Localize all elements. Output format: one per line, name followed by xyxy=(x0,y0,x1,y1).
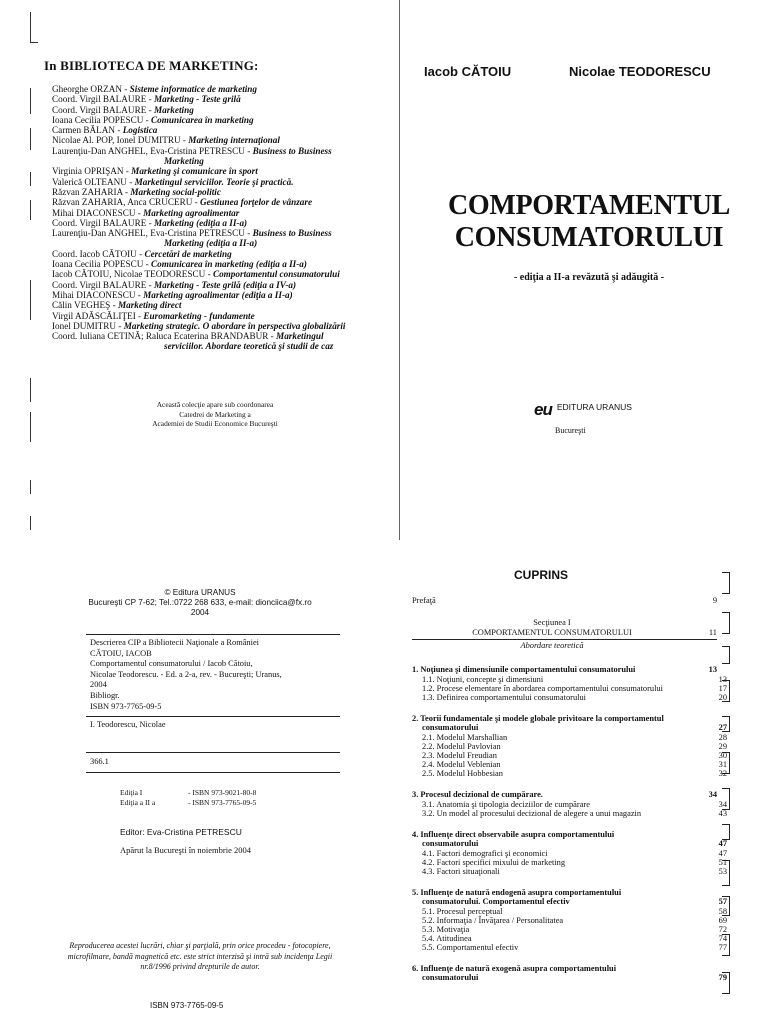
contents-page xyxy=(384,548,768,1024)
printed-date: Apărut la Bucureşti în noiembrie 2004 xyxy=(120,845,252,855)
toc-row: 2.5. Modelul Hobbesian 32 xyxy=(422,769,727,778)
collection-title: In BIBLIOTECA DE MARKETING: xyxy=(44,58,259,73)
list-item: Virginia OPRIŞAN - Marketing şi comunicare în sport xyxy=(52,166,258,177)
list-item: Ioana Cecilia POPESCU - Comunicarea în marketing xyxy=(52,114,254,125)
legal-notice: Reproducerea acestei lucrări, chiar şi parţială, prin orice procedeu - fotocopiere, microfilmare, bandă magnetică etc. este strict interzisă şi intră sub incidenţa Legii nr.8/1996 privind drepturile de autor. xyxy=(67,941,333,971)
toc-row: 4. Influenţe direct observabile asupra comportamentului xyxy=(412,830,615,839)
toc-row: Prefaţă 9 xyxy=(412,596,717,605)
list-item: Răzvan ZAHARIA, Anca CRUCERU - Gestiunea forţelor de vânzare xyxy=(52,197,313,208)
edition-2-isbn: - ISBN 973-7765-09-5 xyxy=(188,798,257,807)
toc-row: 5.5. Comportamentul efectiv 77 xyxy=(422,943,727,952)
toc-row: 3.2. Un model al procesului decizional de alegere a unui magazin 43 xyxy=(422,809,727,818)
section-title: COMPORTAMENTUL CONSUMATORULUI 11 xyxy=(472,628,717,637)
toc-row: 4.1. Factori demografici şi economici 47 xyxy=(422,849,727,858)
toc-row: 3. Procesul decizional de cumpărare. 34 xyxy=(412,790,717,799)
list-item: Carmen BĂLAN - Logistica xyxy=(52,125,158,136)
list-item: Ionel DUMITRU - Marketing strategic. O abordare în perspectiva globalizării xyxy=(52,320,346,331)
list-item: Coord. Virgil BALAURE - Marketing xyxy=(52,104,194,115)
list-item: Laurenţiu-Dan ANGHEL, Eva-Cristina PETRESCU - Business to Business Marketing (ediţia a II-a) xyxy=(52,228,332,249)
publisher-name: EDITURA URANUS xyxy=(556,402,632,412)
list-item: Răzvan ZAHARIA - Marketing social-politic xyxy=(52,186,221,197)
toc-row: consumatorului. Comportamentul efectiv 57 xyxy=(422,897,727,906)
toc-row: 1.3. Definirea comportamentului consumatorului 20 xyxy=(422,693,727,702)
toc-row: 1.1. Noţiuni, concepte şi dimensiuni 13 xyxy=(422,675,727,684)
list-item: Laurenţiu-Dan ANGHEL, Eva-Cristina PETRESCU - Business to Business Marketing xyxy=(52,145,332,167)
editor: Editor: Eva-Cristina PETRESCU xyxy=(120,827,242,837)
copyright-block: © Editura URANUS Bucureşti CP 7-62; Tel.:0722 268 633, e-mail: dionciica@fx.ro 2004 xyxy=(88,588,312,617)
list-item: Valerică OLTEANU - Marketingul serviciilor. Teorie şi practică. xyxy=(52,176,294,187)
edition-2-label: Ediţia a II a xyxy=(120,798,156,807)
list-item: Coord. Iacob CĂTOIU - Cercetări de marketing xyxy=(52,248,232,259)
contents-heading: CUPRINS xyxy=(514,568,569,582)
publisher-logo: eu xyxy=(534,400,552,419)
toc-row: 2.4. Modelul Veblenian 31 xyxy=(422,760,727,769)
collection-note: Această colecţie apare sub coordonarea Catedrei de Marketing a Academiei de Studii Economice Bucureşti xyxy=(152,400,278,428)
list-item: Nicolae Al. POP, Ionel DUMITRU - Marketing internaţional xyxy=(52,135,280,146)
edition-1-isbn: - ISBN 973-9021-80-8 xyxy=(188,788,257,797)
toc-row: consumatorului 27 xyxy=(422,723,727,732)
toc-row: 5.2. Informaţia / Învăţarea / Personalitatea 69 xyxy=(422,916,727,925)
list-item: Iacob CĂTOIU, Nicolae TEODORESCU - Comportamentul consumatorului xyxy=(52,269,340,280)
list-item: Gheorghe ORZAN - Sisteme informatice de marketing xyxy=(52,84,257,94)
list-item: Mihai DIACONESCU - Marketing agroalimentar xyxy=(52,207,240,218)
section-label: Secţiunea I xyxy=(533,618,571,627)
toc-row: 3.1. Anatomia şi tipologia deciziilor de cumpărare 34 xyxy=(422,800,727,809)
title-page xyxy=(384,0,768,540)
toc-row: 5. Influenţe de natură endogenă asupra comportamentului xyxy=(412,888,622,897)
author-2: Nicolae TEODORESCU xyxy=(569,64,711,79)
list-item: Călin VEGHEŞ - Marketing direct xyxy=(52,300,182,311)
collection-list xyxy=(52,84,382,352)
isbn-bottom: ISBN 973-7765-09-5 xyxy=(150,1001,224,1010)
cip-record: Descrierea CIP a Bibliotecii Naţionale a României CĂTOIU, IACOB Comportamentul consumatorului / Iacob Cătoiu, Nicolae Teodorescu. - Ed. a 2-a, rev. - Bucureşti; Uranus, 2004 Bibliogr. ISBN 973-7765-09-5 I. Teodorescu, Nicolae 366.1 xyxy=(60,634,340,812)
toc-row: 5.3. Motivaţia 72 xyxy=(422,925,727,934)
list-item: Ioana Cecilia POPESCU - Comunicarea în marketing (ediţia a II-a) xyxy=(52,259,307,270)
publisher-city: Bucureşti xyxy=(555,426,586,435)
toc-row: 2.3. Modelul Freudian 30 xyxy=(422,751,727,760)
author-1: Iacob CĂTOIU xyxy=(424,64,512,79)
toc-row: 2.2. Modelul Pavlovian 29 xyxy=(422,742,727,751)
toc-row: consumatorului 79 xyxy=(422,973,727,982)
toc-row: 2. Teorii fundamentale şi modele globale privitoare la comportamentul xyxy=(412,714,664,723)
toc-row: 4.2. Factori specifici mixului de marketing 51 xyxy=(422,858,727,867)
toc-row: 4.3. Factori situaţionali 53 xyxy=(422,867,727,876)
list-item: Coord. Virgil BALAURE - Marketing - Teste grilă xyxy=(52,94,241,105)
page-divider xyxy=(399,0,400,540)
list-item: Coord. Virgil BALAURE - Marketing - Teste grilă (ediţia a IV-a) xyxy=(52,279,297,290)
toc-row: 1. Noţiunea şi dimensiunile comportamentului consumatorului 13 xyxy=(412,665,717,674)
section-subtitle: Abordare teoretică xyxy=(520,641,584,650)
book-title: COMPORTAMENTUL CONSUMATORULUI xyxy=(447,190,731,253)
edition-note: - ediţia a II-a revăzută şi adăugită - xyxy=(513,272,665,283)
list-item: Virgil ADĂSCĂLIŢEI - Euromarketing - fundamente xyxy=(52,310,255,321)
list-item: Mihai DIACONESCU - Marketing agroalimentar (ediţia a II-a) xyxy=(52,289,293,300)
toc-row: 1.2. Procese elementare în abordarea comportamentului consumatorului 17 xyxy=(422,684,727,693)
list-item: Coord. Virgil BALAURE - Marketing (ediţia a II-a) xyxy=(52,217,248,228)
toc-row: 6. Influenţe de natură exogenă asupra comportamentului xyxy=(412,964,617,973)
section-rule xyxy=(412,639,717,640)
collection-page xyxy=(0,0,384,540)
copyright-page xyxy=(0,548,384,1024)
toc-row: consumatorului 47 xyxy=(422,839,727,848)
toc-row: 5.4. Atitudinea 74 xyxy=(422,934,727,943)
publisher xyxy=(534,402,632,418)
edition-1-label: Ediţia I xyxy=(120,788,143,797)
toc-row: 2.1. Modelul Marshallian 28 xyxy=(422,733,727,742)
list-item: Coord. Iuliana CETINĂ; Raluca Ecaterina BRANDABUR - Marketingul serviciilor. Abordare teoretică şi studii de caz xyxy=(52,331,334,352)
toc-row: 5.1. Procesul perceptual 58 xyxy=(422,907,727,916)
